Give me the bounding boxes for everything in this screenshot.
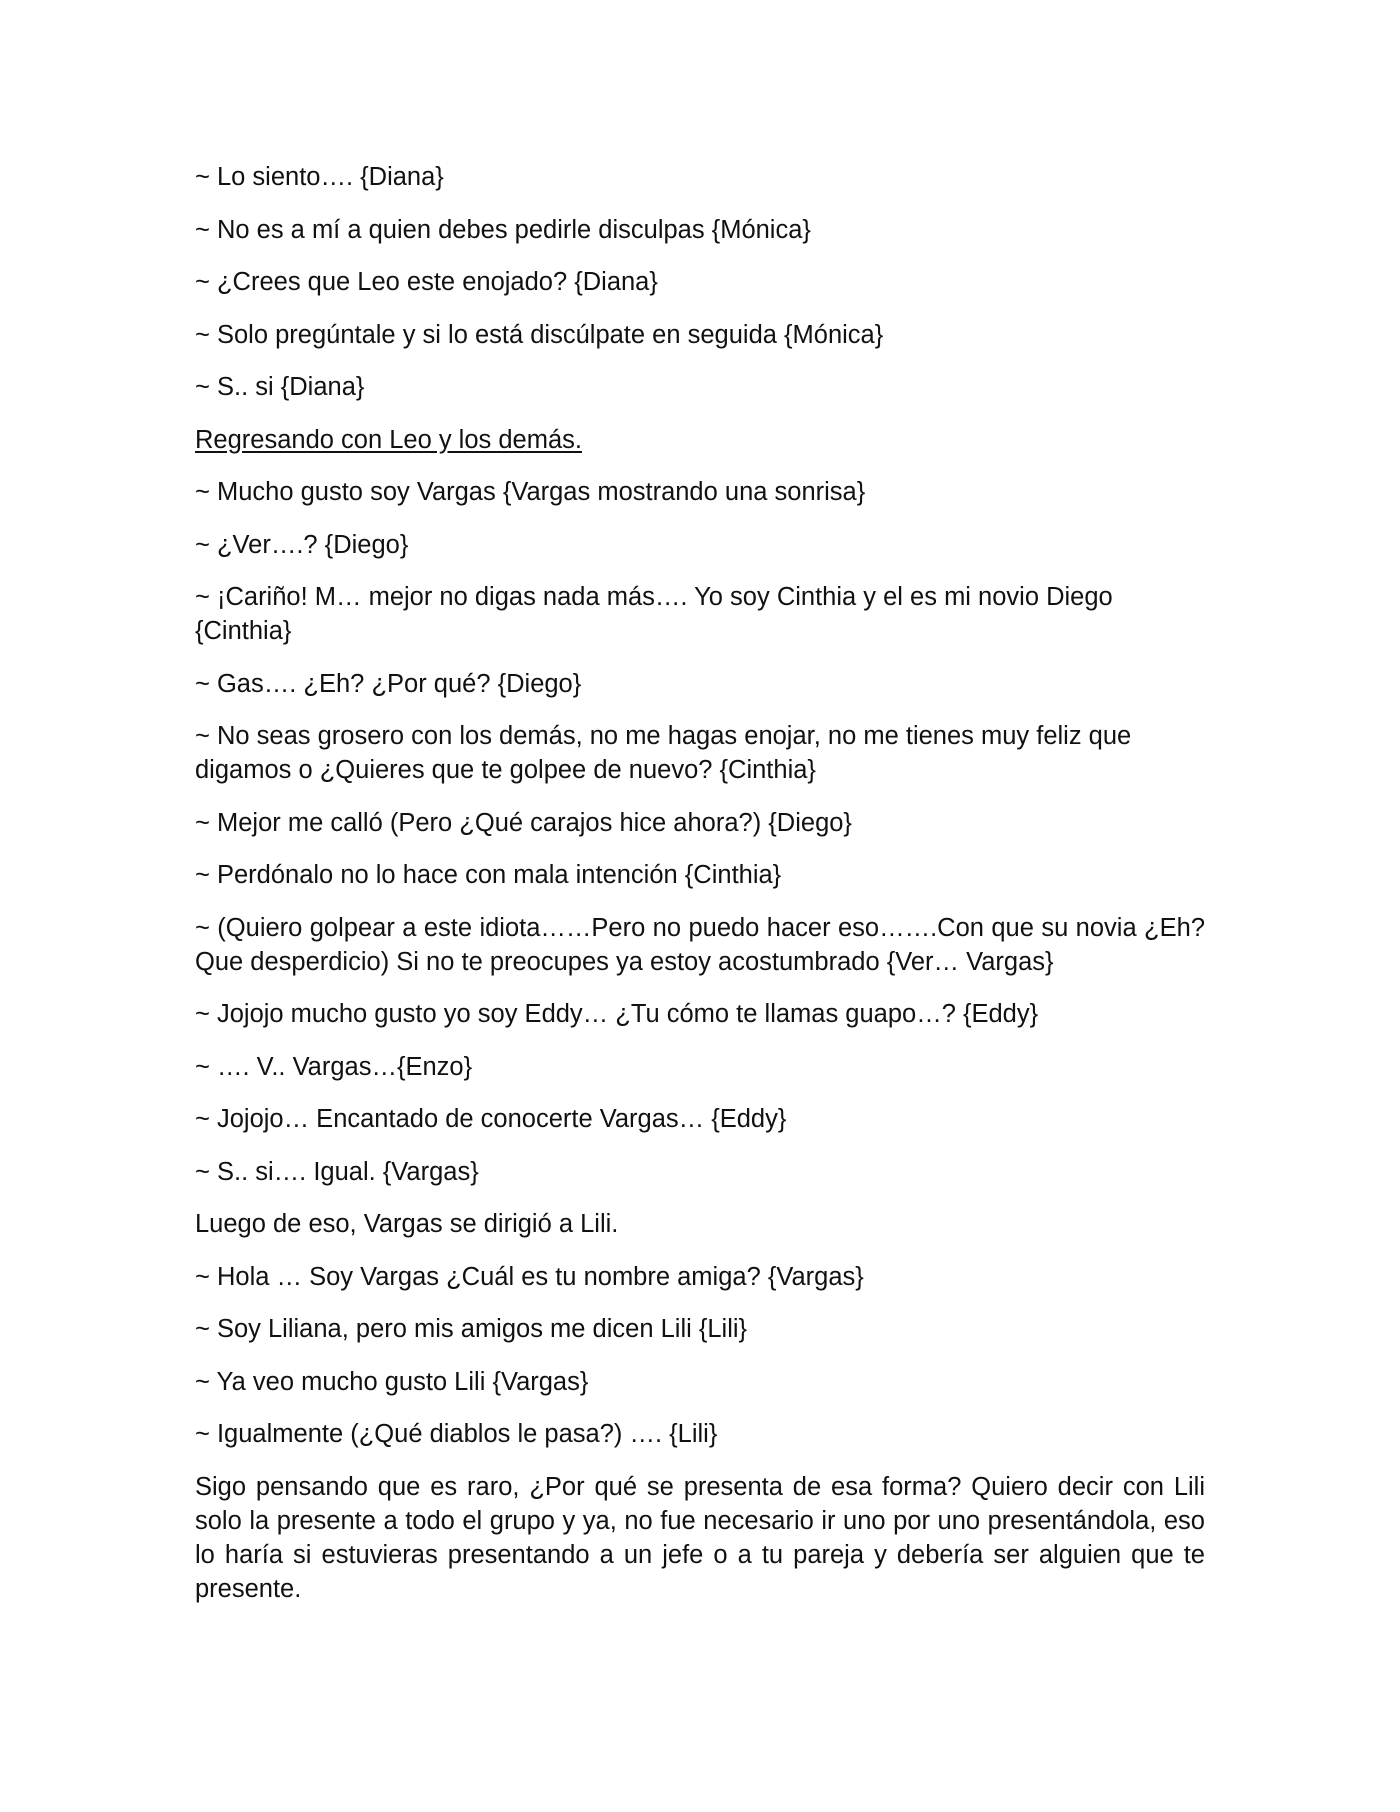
dialogue-line: ~ Ya veo mucho gusto Lili {Vargas} [195, 1367, 589, 1396]
document-body [195, 160, 1205, 1624]
dialogue-line: ~ Lo siento…. {Diana} [195, 163, 444, 191]
dialogue-line: ~ ¿Crees que Leo este enojado? {Diana} [195, 268, 658, 296]
narration-paragraph: Sigo pensando que es raro, ¿Por qué se presenta de esa forma? Quiero decir con Lili solo la presente a todo el grupo y ya, no fue necesario ir uno por uno presentándola, eso lo haría si estuvieras presentando a un jefe o a tu pareja y debería ser alguien que te presente. [195, 1472, 1205, 1603]
dialogue-line: ~ …. V.. Vargas…{Enzo} [195, 1052, 473, 1081]
dialogue-line: ~ Mejor me calló (Pero ¿Qué carajos hice ahora?) {Diego} [195, 808, 852, 837]
dialogue-line: ~ S.. si {Diana} [195, 373, 365, 401]
narration-line: Luego de eso, Vargas se dirigió a Lili. [195, 1210, 619, 1238]
dialogue-line: ~ S.. si…. Igual. {Vargas} [195, 1157, 479, 1186]
dialogue-line: ~ Mucho gusto soy Vargas {Vargas mostrando una sonrisa} [195, 478, 866, 506]
scene-heading: Regresando con Leo y los demás. [195, 425, 582, 454]
dialogue-line: ~ ¿Ver….? {Diego} [195, 530, 409, 559]
dialogue-line: ~ Solo pregúntale y si lo está discúlpate en seguida {Mónica} [195, 320, 884, 349]
dialogue-line: ~ Jojojo… Encantado de conocerte Vargas… {Eddy} [195, 1105, 787, 1133]
dialogue-line: ~ Igualmente (¿Qué diablos le pasa?) …. {Lili} [195, 1420, 718, 1448]
dialogue-line: ~ Hola … Soy Vargas ¿Cuál es tu nombre amiga? {Vargas} [195, 1262, 864, 1291]
dialogue-line: ~ (Quiero golpear a este idiota……Pero no puedo hacer eso…….Con que su novia ¿Eh? Que desperdicio) Si no te preocupes ya estoy acostumbrado {Ver… Vargas} [195, 913, 1205, 976]
dialogue-line: ~ Soy Liliana, pero mis amigos me dicen Lili {Lili} [195, 1315, 748, 1343]
dialogue-line: ~ Jojojo mucho gusto yo soy Eddy… ¿Tu cómo te llamas guapo…? {Eddy} [195, 1000, 1039, 1028]
dialogue-line: ~ No es a mí a quien debes pedirle disculpas {Mónica} [195, 215, 811, 244]
dialogue-line: ~ Gas…. ¿Eh? ¿Por qué? {Diego} [195, 669, 582, 698]
dialogue-line: ~ No seas grosero con los demás, no me hagas enojar, no me tienes muy feliz que digamos o ¿Quieres que te golpee de nuevo? {Cinthia} [195, 722, 1132, 784]
dialogue-line: ~ ¡Cariño! M… mejor no digas nada más…. Yo soy Cinthia y el es mi novio Diego {Cinthia} [195, 583, 1113, 645]
dialogue-line: ~ Perdónalo no lo hace con mala intención {Cinthia} [195, 861, 782, 889]
